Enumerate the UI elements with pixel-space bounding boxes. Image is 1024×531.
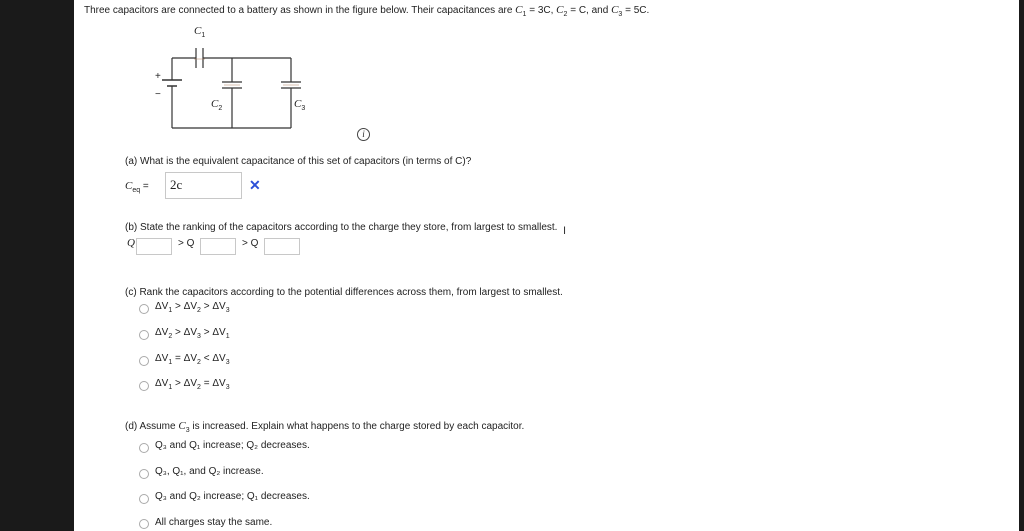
part-a-question: (a) What is the equivalent capacitance of this set of capacitors (in terms of C)?: [125, 156, 472, 167]
c1-subscript: 1: [522, 11, 527, 18]
rank-charge-input-1[interactable]: [136, 238, 172, 255]
question-page: [74, 0, 1019, 531]
rank-gt-label-1: > Q: [178, 238, 195, 249]
part-d-question: (d) Assume $C_3$ is increased. Explain what happens to the charge stored by each capacitor.: [125, 420, 525, 434]
info-icon[interactable]: i: [357, 128, 370, 141]
incorrect-x-icon: ✕: [249, 177, 261, 193]
circuit-diagram: [74, 0, 374, 140]
ceq-answer-value: 2c: [170, 177, 183, 192]
part-c-option-4-radio[interactable]: [139, 381, 149, 391]
figure-label-c2: $C_2$: [211, 98, 223, 112]
intro-prefix: Three capacitors are connected to a battery as shown in the figure below. Their capacitances are: [84, 5, 516, 16]
part-c-option-4-label[interactable]: $\Delta V_1 > \Delta V_2 = \Delta V_3$: [155, 378, 230, 391]
part-c-option-2-radio[interactable]: [139, 330, 149, 340]
part-d-option-2-radio[interactable]: [139, 469, 149, 479]
text-cursor-icon: I: [563, 225, 567, 237]
part-c-option-3-radio[interactable]: [139, 356, 149, 366]
c3-symbol: C: [611, 4, 619, 16]
battery-plus-label: +: [155, 71, 161, 82]
c2-value: = C, and: [567, 5, 612, 16]
part-d-option-4-label[interactable]: All charges stay the same.: [155, 517, 273, 528]
part-d-option-3-radio[interactable]: [139, 494, 149, 504]
rank-charge-input-2[interactable]: [200, 238, 236, 255]
part-c-option-1-radio[interactable]: [139, 304, 149, 314]
part-d-option-3-label[interactable]: Q₃ and Q₂ increase; Q₁ decreases.: [155, 491, 310, 502]
part-b-question: (b) State the ranking of the capacitors according to the charge they store, from largest to smallest.: [125, 222, 558, 233]
part-c-option-1-label[interactable]: $\Delta V_1 > \Delta V_2 > \Delta V_3$: [155, 301, 230, 314]
part-d-option-1-label[interactable]: Q₃ and Q₁ increase; Q₂ decreases.: [155, 440, 310, 451]
figure-label-c3: $C_3$: [294, 98, 306, 112]
c2-subscript: 2: [563, 11, 568, 18]
c2-symbol: C: [556, 4, 564, 16]
part-d-option-4-radio[interactable]: [139, 519, 149, 529]
part-c-option-3-label[interactable]: $\Delta V_1 = \Delta V_2 < \Delta V_3$: [155, 353, 230, 366]
c3-subscript: 3: [618, 11, 623, 18]
part-c-option-2-label[interactable]: $\Delta V_2 > \Delta V_3 > \Delta V_1$: [155, 327, 230, 340]
part-c-question: (c) Rank the capacitors according to the potential differences across them, from largest to smallest.: [125, 287, 563, 298]
c1-symbol: C: [515, 4, 523, 16]
ceq-label: $C_{eq}$ =: [125, 180, 149, 194]
rank-q-label-1: Q: [127, 237, 135, 249]
rank-charge-input-3[interactable]: [264, 238, 300, 255]
battery-minus-label: −: [155, 89, 161, 100]
rank-gt-label-2: > Q: [242, 238, 259, 249]
figure-label-c1: $C_1$: [194, 25, 206, 39]
c1-value: = 3C,: [526, 5, 557, 16]
part-d-option-1-radio[interactable]: [139, 443, 149, 453]
c3-value: = 5C.: [622, 5, 650, 16]
part-d-option-2-label[interactable]: Q₃, Q₁, and Q₂ increase.: [155, 466, 264, 477]
